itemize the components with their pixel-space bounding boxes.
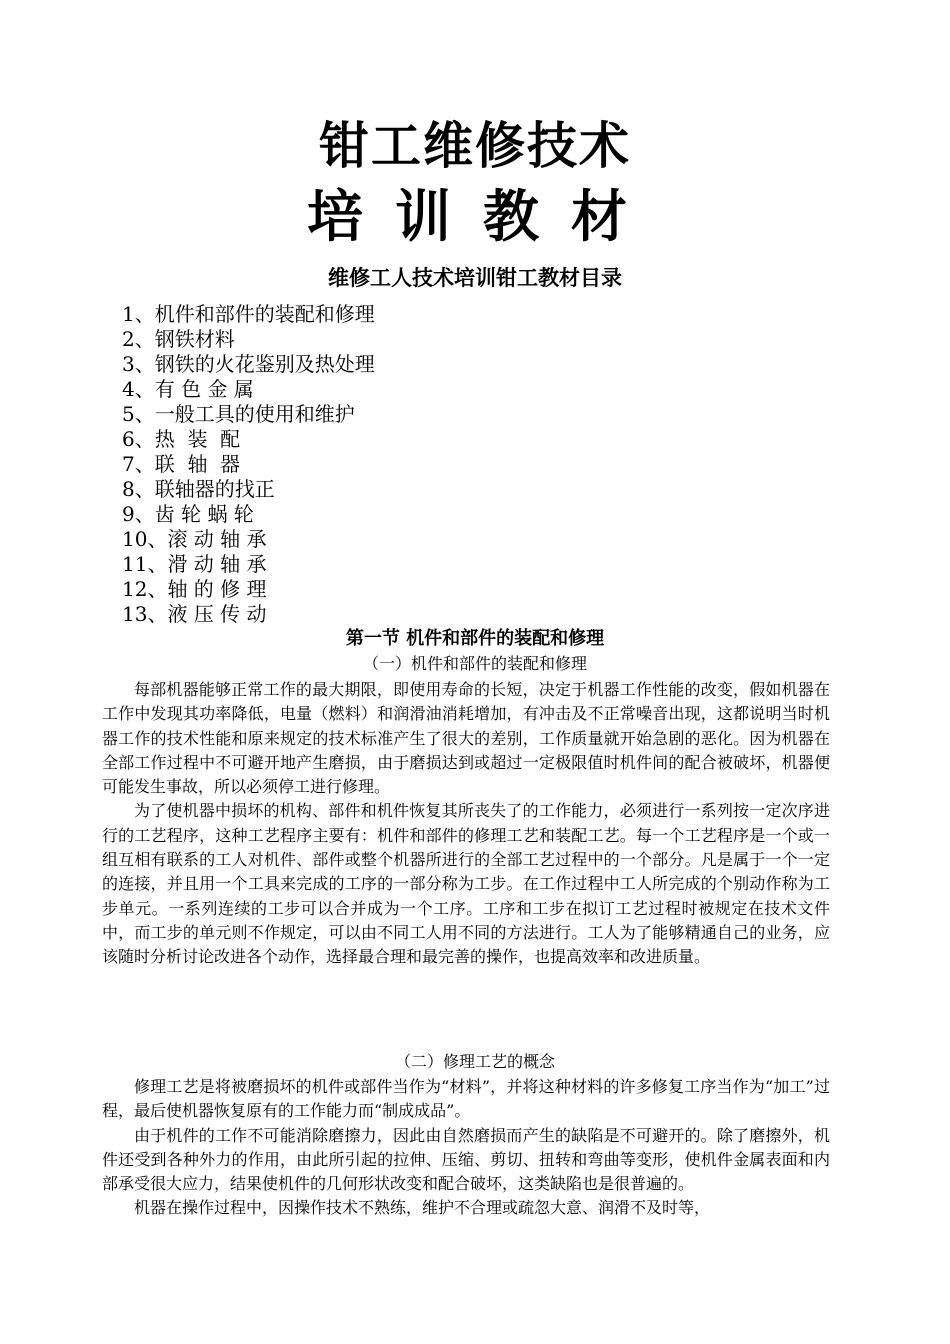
toc-item: 2、钢铁材料 bbox=[122, 327, 235, 351]
toc-heading: 维修工人技术培训钳工教材目录 bbox=[328, 266, 622, 290]
document-title-line2: 培训教材 bbox=[307, 185, 659, 250]
body-paragraph: 修理工艺是将被磨损坏的机件或部件当作为“材料”，并将这种材料的许多修复工序当作为“加工”过程，最后使机器恢复原有的工作能力而“制成成品”。 bbox=[102, 1077, 830, 1121]
section-heading: 第一节 机件和部件的装配和修理 bbox=[345, 628, 605, 649]
body-paragraph: 为了使机器中损坏的机构、部件和机件恢复其所丧失了的工作能力，必须进行一系列按一定次序进行的工艺程序，这种工艺程序主要有：机件和部件的修理工艺和装配工艺。每一个工艺程序是一个或一组互相有联系的工人对机件、部件或整个机器所进行的全部工艺过程中的一个部分。凡是属于一个一定的连接，并且用一个工具来完成的工序的一部分称为工步。在工作过程中工人所完成的个别动作称为工步单元。一系列连续的工步可以合并成为一个工序。工序和工步在拟订工艺过程时被规定在技术文件中，而工步的单元则不作规定，可以由不同工人用不同的方法进行。工人为了能够精通自己的业务，应该随时分析讨论改进各个动作，选择最合理和最完善的操作，也提高效率和改进质量。 bbox=[102, 801, 830, 967]
toc-item: 11、滑 动 轴 承 bbox=[122, 552, 267, 576]
subsection-heading: （一）机件和部件的装配和修理 bbox=[362, 654, 587, 673]
toc-item: 5、一般工具的使用和维护 bbox=[122, 402, 355, 426]
toc-item: 3、钢铁的火花鉴别及热处理 bbox=[122, 352, 375, 376]
table-of-contents bbox=[122, 302, 375, 627]
toc-item: 9、齿 轮 蜗 轮 bbox=[122, 502, 254, 526]
body-paragraph: 每部机器能够正常工作的最大期限，即使用寿命的长短，决定于机器工作性能的改变，假如机器在工作中发现其功率降低，电量（燃料）和润滑油消耗增加，有冲击及不正常噪音出现，这都说明当时机器工作的技术性能和原来规定的技术标准产生了很大的差别，工作质量就开始急剧的恶化。因为机器在全部工作过程中不可避开地产生磨损，由于磨损达到或超过一定极限值时机件间的配合被破坏，机器便可能发生事故，所以必须停工进行修理。 bbox=[102, 680, 830, 797]
toc-item: 12、轴 的 修 理 bbox=[122, 577, 267, 601]
document-title-line1: 钳工维修技术 bbox=[319, 117, 631, 175]
toc-item: 8、联轴器的找正 bbox=[122, 477, 275, 501]
subsection-body bbox=[102, 1075, 830, 1221]
toc-item: 1、机件和部件的装配和修理 bbox=[122, 302, 375, 326]
subsection-body bbox=[102, 678, 830, 970]
toc-item: 7、联 轴 器 bbox=[122, 452, 241, 476]
body-paragraph: 机器在操作过程中，因操作技术不熟练，维护不合理或疏忽大意、润滑不及时等， bbox=[134, 1198, 711, 1218]
body-paragraph: 由于机件的工作不可能消除磨擦力，因此由自然磨损而产生的缺陷是不可避开的。除了磨擦外，机件还受到各种外力的作用，由此所引起的拉伸、压缩、剪切、扭转和弯曲等变形，使机件金属表面和内部承受很大应力，结果使机件的几何形状改变和配合破坏，这类缺陷也是很普遍的。 bbox=[102, 1125, 830, 1194]
subsection-heading: （二）修理工艺的概念 bbox=[394, 1052, 555, 1071]
toc-item: 10、滚 动 轴 承 bbox=[122, 527, 267, 551]
toc-item: 6、热 装 配 bbox=[122, 427, 241, 451]
toc-item: 13、液 压 传 动 bbox=[122, 602, 267, 626]
toc-item: 4、有 色 金 属 bbox=[122, 377, 254, 401]
